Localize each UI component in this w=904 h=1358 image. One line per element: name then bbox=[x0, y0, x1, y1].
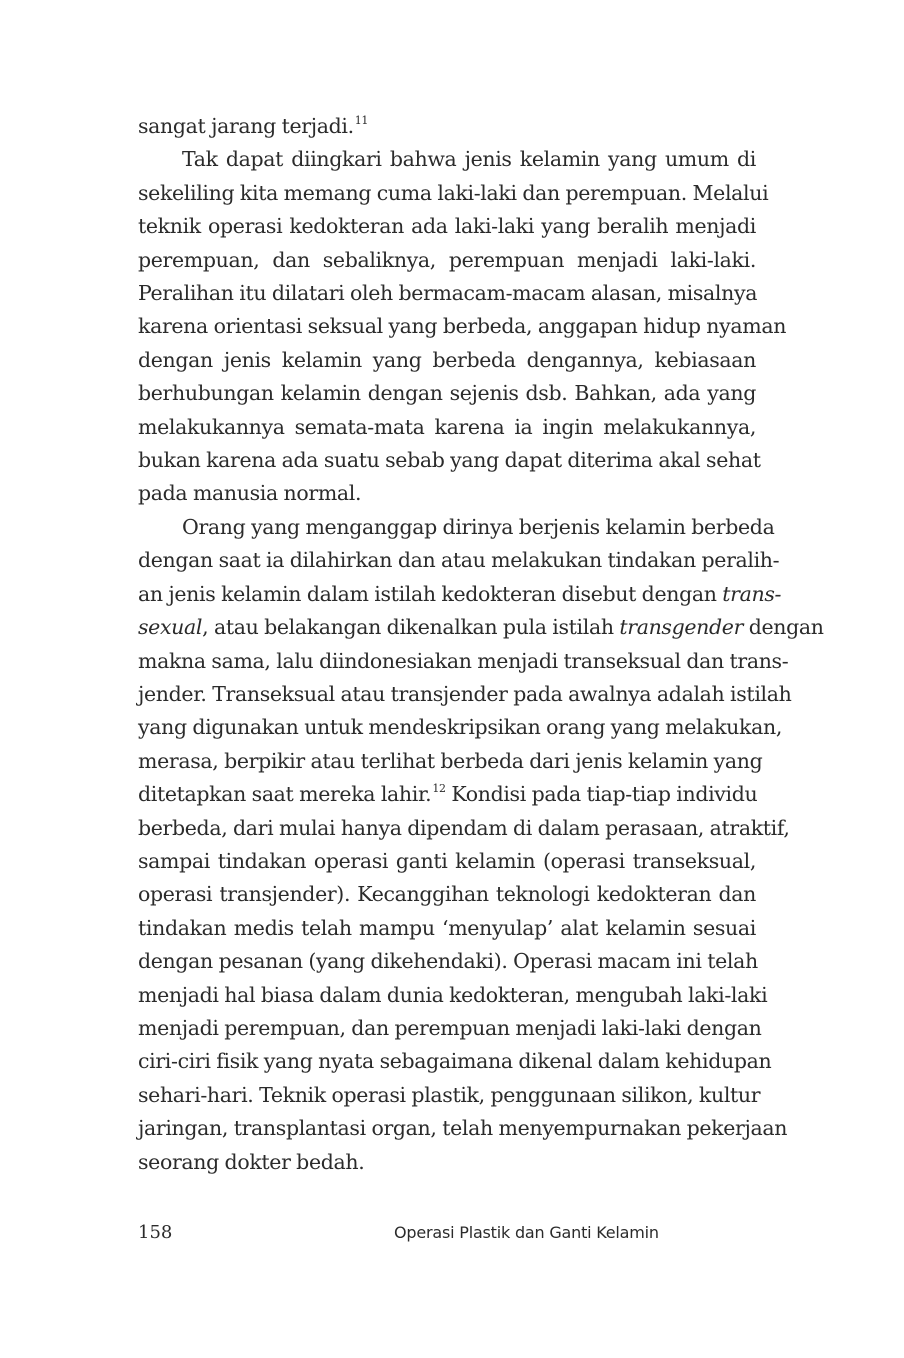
text-line: perempuan, dan sebaliknya, perempuan menjadi laki-laki. bbox=[138, 247, 756, 272]
text-line: merasa, berpikir atau terlihat berbeda dari jenis kelamin yang bbox=[138, 748, 763, 773]
italic-term: transgender bbox=[619, 615, 744, 640]
paragraph-continuation bbox=[138, 110, 756, 143]
text-line: dengan jenis kelamin yang berbeda dengannya, kebiasaan bbox=[138, 347, 756, 372]
page-number: 158 bbox=[138, 1222, 173, 1243]
text-line: tindakan medis telah mampu ‘menyulap’ alat kelamin sesuai bbox=[138, 915, 756, 940]
italic-term: sexual bbox=[138, 615, 203, 640]
text-line: melakukannya semata-mata karena ia ingin melakukannya, bbox=[138, 414, 756, 439]
text-line: berhubungan kelamin dengan sejenis dsb. Bahkan, ada yang bbox=[138, 381, 756, 406]
paragraph bbox=[138, 143, 787, 510]
text-line: Orang yang menganggap dirinya berjenis kelamin berbeda bbox=[182, 514, 775, 539]
text-line: menjadi hal biasa dalam dunia kedokteran, mengubah laki-laki bbox=[138, 982, 768, 1007]
text-line: ditetapkan saat mereka lahir.$^{12}$ Kondisi pada tiap-tiap individu bbox=[138, 782, 758, 807]
text-line: Peralihan itu dilatari oleh bermacam-macam alasan, misalnya bbox=[138, 281, 758, 306]
text-line: dengan saat ia dilahirkan dan atau melakukan tindakan peralih- bbox=[138, 548, 780, 573]
italic-term: trans- bbox=[722, 581, 782, 606]
text-line: sehari-hari. Teknik operasi plastik, penggunaan silikon, kultur bbox=[138, 1082, 761, 1107]
text-line: pada manusia normal. bbox=[138, 481, 362, 506]
text-line: menjadi perempuan, dan perempuan menjadi laki-laki dengan bbox=[138, 1015, 762, 1040]
body-text bbox=[138, 110, 824, 1179]
text-line: sangat jarang terjadi.$^{11}$ bbox=[138, 114, 369, 138]
text-line: operasi transjender). Kecanggihan teknologi kedokteran dan bbox=[138, 882, 756, 907]
page-footer bbox=[138, 1222, 756, 1246]
text-line: makna sama, lalu diindonesiakan menjadi transeksual dan trans- bbox=[138, 648, 789, 673]
running-title: Operasi Plastik dan Ganti Kelamin bbox=[394, 1223, 659, 1242]
text-line: yang digunakan untuk mendeskripsikan orang yang melakukan, bbox=[138, 715, 783, 740]
text-line: an jenis kelamin dalam istilah kedokteran disebut dengan trans- bbox=[138, 581, 782, 606]
paragraph bbox=[138, 511, 824, 1179]
text-line: sexual, atau belakangan dikenalkan pula istilah transgender dengan bbox=[138, 615, 824, 640]
text-line: seorang dokter bedah. bbox=[138, 1149, 365, 1174]
footnote-ref: 11 bbox=[354, 114, 369, 127]
text-line: bukan karena ada suatu sebab yang dapat diterima akal sehat bbox=[138, 448, 761, 473]
text-line: jender. Transeksual atau transjender pada awalnya adalah istilah bbox=[138, 681, 792, 706]
text-line: berbeda, dari mulai hanya dipendam di dalam perasaan, atraktif, bbox=[138, 815, 790, 840]
text-line: Tak dapat diingkari bahwa jenis kelamin yang umum di bbox=[182, 147, 756, 172]
text-line: sampai tindakan operasi ganti kelamin (operasi transeksual, bbox=[138, 848, 756, 873]
text-line: karena orientasi seksual yang berbeda, anggapan hidup nyaman bbox=[138, 314, 787, 339]
text-line: ciri-ciri fisik yang nyata sebagaimana dikenal dalam kehidupan bbox=[138, 1049, 772, 1074]
text-line: dengan pesanan (yang dikehendaki). Operasi macam ini telah bbox=[138, 949, 758, 974]
text-line: jaringan, transplantasi organ, telah menyempurnakan pekerjaan bbox=[138, 1116, 788, 1141]
footnote-ref: 12 bbox=[432, 782, 446, 796]
text-line: teknik operasi kedokteran ada laki-laki yang beralih menjadi bbox=[138, 214, 756, 239]
text-line: sekeliling kita memang cuma laki-laki dan perempuan. Melalui bbox=[138, 180, 769, 205]
